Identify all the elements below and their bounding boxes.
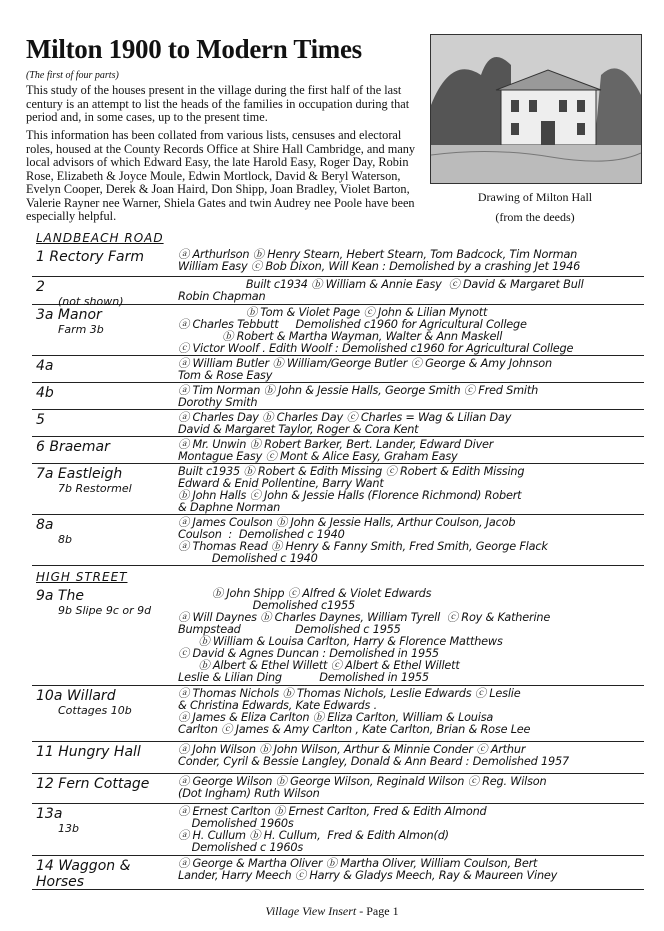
house-label (36, 358, 172, 374)
street-heading: HIGH STREET (36, 570, 128, 584)
occupant-line: ⓐ H. Cullum ⓑ H. Cullum, Fred & Edith Almon(d) (178, 829, 449, 842)
street-heading: LANDBEACH ROAD (36, 231, 164, 245)
house-label (36, 776, 172, 792)
occupants (178, 249, 644, 273)
occupant-line: Robin Chapman (178, 290, 266, 303)
occupant-line: ⓒ David & Agnes Duncan : Demolished in 1955 (178, 647, 439, 660)
occupant-line: ⓐ Mr. Unwin ⓑ Robert Barker, Bert. Lander, Edward Diver (178, 438, 494, 451)
page-footer (0, 904, 664, 919)
house-sublabel: 7b Restormel (58, 482, 132, 495)
occupant-line: Demolished c1955 (178, 599, 355, 612)
house-name: 12 Fern Cottage (36, 776, 150, 792)
occupant-line: Built c1934 ⓑ William & Annie Easy ⓒ David & Margaret Bull (178, 278, 584, 291)
occupants (178, 279, 644, 303)
house-name: 1 Rectory Farm (36, 249, 144, 265)
house-sublabel: (not shown) (58, 295, 124, 308)
occupants (178, 517, 644, 565)
house-label (36, 517, 172, 547)
house-row (32, 305, 644, 356)
occupant-line: David & Margaret Taylor, Roger & Cora Kent (178, 423, 419, 436)
house-row (32, 356, 644, 383)
house-name: 4a (36, 358, 54, 374)
occupant-line: ⓑ Robert & Martha Wayman, Walter & Ann Maskell (178, 330, 503, 343)
occupant-line: Built c1935 ⓑ Robert & Edith Missing ⓒ Robert & Edith Missing (178, 465, 525, 478)
intro-paragraph-1: This study of the houses present in the village during the first half of the last century is an attempt to list the heads of the families in occupation during that period and, in some cases, up to the present time. (26, 83, 410, 124)
house-name: 7a Eastleigh (36, 466, 123, 482)
house-label (36, 466, 172, 496)
occupant-line: ⓐ Arthurlson ⓑ Henry Stearn, Hebert Stearn, Tom Badcock, Tim Norman (178, 248, 578, 261)
occupant-line: & Christina Edwards, Kate Edwards . (178, 699, 377, 712)
occupants (178, 307, 644, 355)
occupants (178, 385, 644, 409)
occupants (178, 744, 644, 768)
occupant-line: ⓒ Victor Woolf . Edith Woolf : Demolished c1960 for Agricultural College (178, 342, 574, 355)
house-label (36, 806, 172, 836)
occupant-line: ⓐ Thomas Read ⓑ Henry & Fanny Smith, Fred Smith, George Flack (178, 540, 548, 553)
house-name: 8a (36, 517, 54, 533)
house-row (32, 247, 644, 277)
occupant-line: Carlton ⓒ James & Amy Carlton , Kate Carlton, Brian & Rose Lee (178, 723, 531, 736)
house-row (32, 856, 644, 890)
occupant-line: ⓑ William & Louisa Carlton, Harry & Florence Matthews (178, 635, 503, 648)
house-row (32, 586, 644, 686)
house-label (36, 385, 172, 401)
house-label (36, 588, 172, 618)
occupant-line: ⓐ James Coulson ⓑ John & Jessie Halls, Arthur Coulson, Jacob (178, 516, 516, 529)
occupants (178, 588, 644, 684)
landbeach-road-list (32, 247, 644, 566)
house-sublabel: Cottages 10b (58, 704, 132, 717)
house-sublabel: 13b (58, 822, 79, 835)
occupant-line: Edward & Enid Pollentine, Barry Want (178, 477, 384, 490)
house-row (32, 686, 644, 742)
house-name: 3a Manor (36, 307, 102, 323)
occupants (178, 412, 644, 436)
house-name: 10a Willard (36, 688, 116, 704)
occupant-line: Tom & Rose Easy (178, 369, 273, 382)
subtitle: (The first of four parts) (26, 70, 119, 81)
house-row (32, 277, 644, 308)
house-row (32, 464, 644, 515)
occupant-line: ⓐ William Butler ⓑ William/George Butler ⓒ George & Amy Johnson (178, 357, 552, 370)
occupant-line: ⓑ John Halls ⓒ John & Jessie Halls (Florence Richmond) Robert (178, 489, 522, 502)
occupant-line: Bumpstead Demolished c 1955 (178, 623, 401, 636)
house-row (32, 383, 644, 410)
house-name: 9a The (36, 588, 84, 604)
occupant-line: ⓐ Thomas Nichols ⓑ Thomas Nichols, Leslie Edwards ⓒ Leslie (178, 687, 521, 700)
drawing-caption: Drawing of Milton Hall (477, 190, 593, 204)
house-name: 4b (36, 385, 54, 401)
house-label (36, 744, 172, 760)
occupants (178, 688, 644, 736)
occupants (178, 858, 644, 882)
occupant-line: ⓐ Charles Day ⓑ Charles Day ⓒ Charles = Wag & Lilian Day (178, 411, 512, 424)
occupant-line: Demolished 1960s (178, 817, 294, 830)
house-label (36, 688, 172, 718)
house-row (32, 515, 644, 566)
occupant-line: Lander, Harry Meech ⓒ Harry & Gladys Meech, Ray & Maureen Viney (178, 869, 558, 882)
house-name: 6 Braemar (36, 439, 110, 455)
house-name: 2 (36, 279, 45, 295)
occupant-line: ⓑ Albert & Ethel Willett ⓒ Albert & Ethel Willett (178, 659, 460, 672)
occupant-line: ⓐ Will Daynes ⓑ Charles Daynes, William Tyrell ⓒ Roy & Katherine (178, 611, 551, 624)
house-label (36, 412, 172, 428)
intro-paragraph-2: This information has been collated from various lists, censuses and electoral roles, housed at the County Records Office at Shire Hall Cambridge, and many local advisors of which Edward Easy, the late Harold Easy, Roger Day, Robin Rose, Elizabeth & Joyce Moule, Edwin Mortlock, David & Beryl Waterson, Evelyn Cooper, Derek & Joan Haird, Don Shipp, Joan Bradley, Violet Barton, Valerie Rayner nee Warner, Shiela Gates and twin Audrey nee Poole have been especially helpful. (26, 128, 416, 223)
house-label (36, 249, 172, 265)
occupant-line: Montague Easy ⓒ Mont & Alice Easy, Graham Easy (178, 450, 458, 463)
drawing-caption-source: (from the deeds) (495, 210, 575, 224)
occupant-line: & Daphne Norman (178, 501, 281, 514)
house-name: 11 Hungry Hall (36, 744, 141, 760)
house-label (36, 307, 172, 337)
occupant-line: ⓐ George & Martha Oliver ⓑ Martha Oliver, William Coulson, Bert (178, 857, 538, 870)
occupant-line: Dorothy Smith (178, 396, 258, 409)
occupants (178, 806, 644, 854)
occupant-line: Coulson : Demolished c 1940 (178, 528, 345, 541)
occupant-line: (Dot Ingham) Ruth Wilson (178, 787, 320, 800)
page-title: Milton 1900 to Modern Times (26, 34, 362, 64)
high-street-list (32, 586, 644, 890)
occupant-line: ⓐ George Wilson ⓑ George Wilson, Reginald Wilson ⓒ Reg. Wilson (178, 775, 547, 788)
occupants (178, 358, 644, 382)
house-row (32, 410, 644, 437)
occupant-line: William Easy ⓒ Bob Dixon, Will Kean : Demolished by a crashing Jet 1946 (178, 260, 581, 273)
house-row (32, 804, 644, 856)
occupant-line: ⓑ John Shipp ⓒ Alfred & Violet Edwards (178, 587, 432, 600)
house-sublabel: 8b (58, 533, 72, 546)
occupants (178, 439, 644, 463)
occupant-line: Leslie & Lilian Ding Demolished in 1955 (178, 671, 429, 684)
house-name: 5 (36, 412, 45, 428)
house-row (32, 742, 644, 774)
milton-hall-drawing (430, 34, 642, 184)
occupant-line: ⓐ Tim Norman ⓑ John & Jessie Halls, George Smith ⓒ Fred Smith (178, 384, 539, 397)
occupants (178, 466, 644, 514)
house-label (36, 439, 172, 455)
house-label (36, 858, 172, 890)
occupant-line: ⓐ Charles Tebbutt Demolished c1960 for Agricultural College (178, 318, 527, 331)
house-row (32, 774, 644, 804)
occupant-line: ⓐ James & Eliza Carlton ⓑ Eliza Carlton, William & Louisa (178, 711, 494, 724)
footer-page: - Page 1 (356, 904, 399, 918)
house-name: 13a (36, 806, 63, 822)
house-row (32, 437, 644, 464)
occupant-line: ⓐ John Wilson ⓑ John Wilson, Arthur & Minnie Conder ⓒ Arthur (178, 743, 526, 756)
occupant-line: Demolished c 1960s (178, 841, 304, 854)
occupant-line: Demolished c 1940 (178, 552, 318, 565)
occupant-line: ⓑ Tom & Violet Page ⓒ John & Lilian Mynott (178, 306, 488, 319)
house-sublabel: Farm 3b (58, 323, 104, 336)
house-name: 14 Waggon & Horses (36, 858, 131, 890)
occupants (178, 776, 644, 800)
occupant-line: Conder, Cyril & Bessie Langley, Donald & Ann Beard : Demolished 1957 (178, 755, 569, 768)
footer-publication: Village View Insert (265, 904, 357, 918)
occupant-line: ⓐ Ernest Carlton ⓑ Ernest Carlton, Fred & Edith Almond (178, 805, 487, 818)
house-sublabel: 9b Slipe 9c or 9d (58, 604, 152, 617)
